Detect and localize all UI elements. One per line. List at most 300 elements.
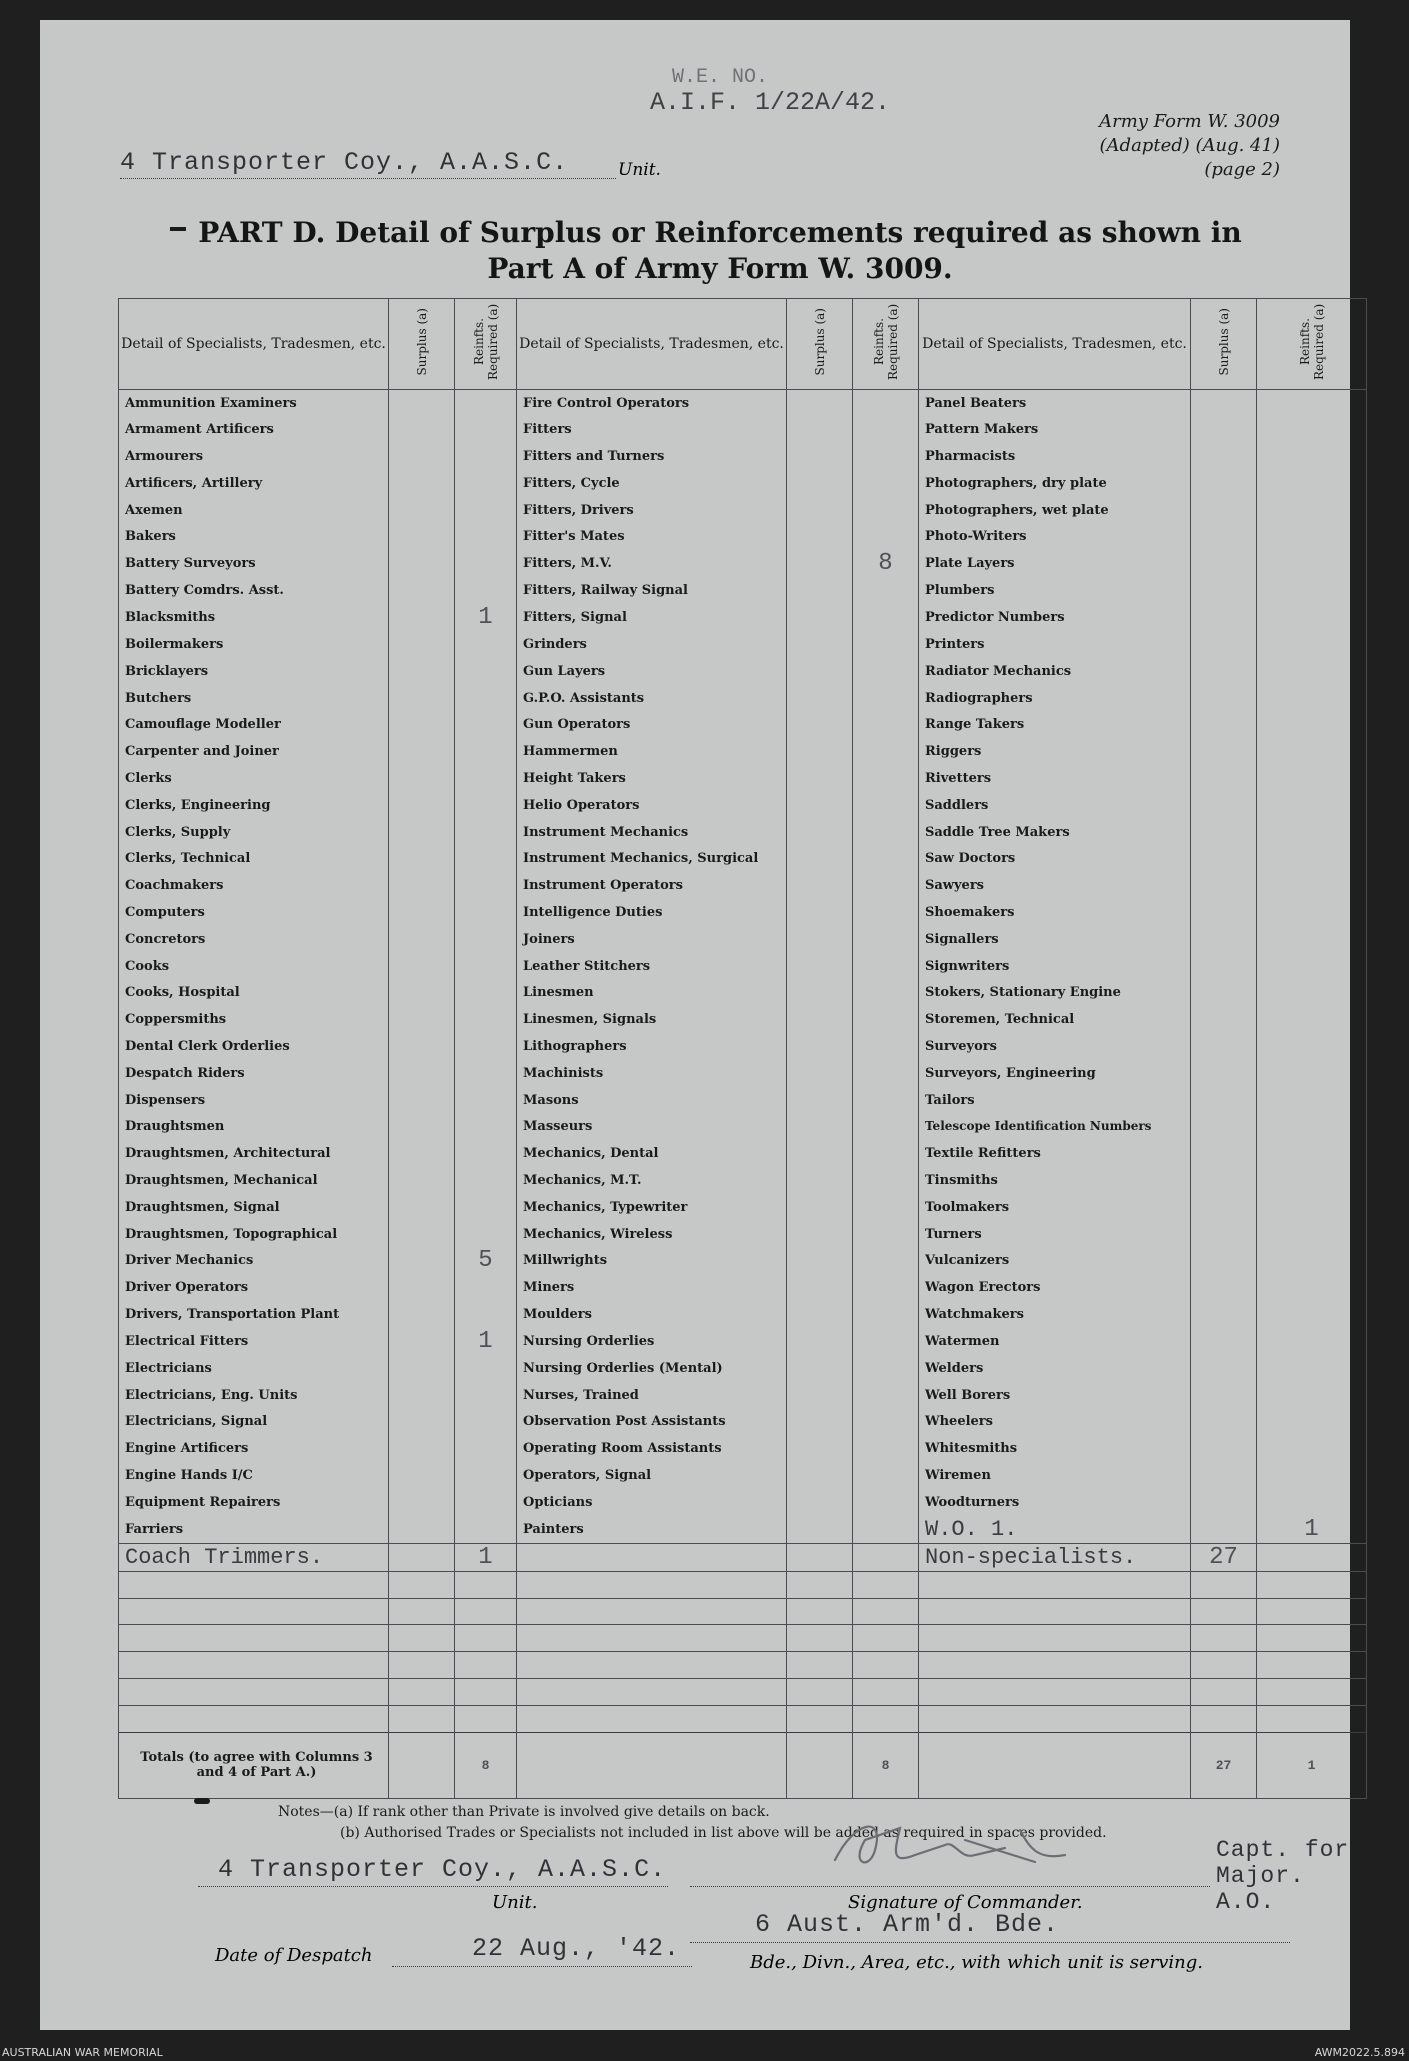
reinfts-cell	[1257, 1113, 1367, 1140]
reinfts-cell	[455, 1409, 517, 1436]
table-row	[119, 953, 1367, 980]
trade-name: Printers	[919, 631, 1191, 658]
commander-signature	[815, 1810, 1115, 1880]
reinfts-cell	[853, 1087, 919, 1114]
reinfts-cell	[853, 1489, 919, 1516]
reinfts-cell	[1257, 845, 1367, 872]
surplus-cell	[1191, 390, 1257, 417]
trade-name: Vulcanizers	[919, 1247, 1191, 1274]
trade-name: Coachmakers	[119, 872, 389, 899]
surplus-cell	[787, 390, 853, 417]
table-row	[119, 1409, 1367, 1436]
trade-name: Joiners	[517, 926, 787, 953]
table-row	[119, 1274, 1367, 1301]
trade-name: Intelligence Duties	[517, 899, 787, 926]
trade-name: Observation Post Assistants	[517, 1409, 787, 1436]
surplus-cell	[389, 523, 455, 550]
surplus-cell	[1191, 1033, 1257, 1060]
surplus-cell	[787, 765, 853, 792]
reinfts-cell	[853, 1194, 919, 1221]
surplus-cell	[1191, 899, 1257, 926]
col-header-detail: Detail of Specialists, Tradesmen, etc.	[919, 299, 1191, 390]
table-row	[119, 899, 1367, 926]
trade-name: Instrument Mechanics	[517, 819, 787, 846]
surplus-cell	[389, 1355, 455, 1382]
trade-name: Surveyors, Engineering	[919, 1060, 1191, 1087]
trade-name: Fitters, Cycle	[517, 470, 787, 497]
blank-row	[119, 1705, 1367, 1732]
trade-name: Instrument Operators	[517, 872, 787, 899]
surplus-cell	[389, 819, 455, 846]
trade-name: Battery Comdrs. Asst.	[119, 577, 389, 604]
table-row	[119, 1382, 1367, 1409]
surplus-cell	[1191, 658, 1257, 685]
surplus-cell	[787, 1382, 853, 1409]
surplus-cell	[389, 926, 455, 953]
surplus-cell	[389, 1140, 455, 1167]
surplus-cell	[787, 470, 853, 497]
surplus-cell	[389, 1087, 455, 1114]
reinfts-cell	[853, 1328, 919, 1355]
reinfts-cell	[1257, 685, 1367, 712]
surplus-cell	[787, 523, 853, 550]
table-row	[119, 631, 1367, 658]
reinfts-cell	[853, 523, 919, 550]
commander-rank	[1216, 1837, 1350, 1915]
trade-name: Axemen	[119, 497, 389, 524]
table-row	[119, 1140, 1367, 1167]
trade-name: Fitters, Drivers	[517, 497, 787, 524]
trade-name: Pharmacists	[919, 443, 1191, 470]
reinfts-cell	[1257, 1167, 1367, 1194]
trade-name: Wagon Erectors	[919, 1274, 1191, 1301]
reinfts-cell	[853, 443, 919, 470]
trade-name: Armourers	[119, 443, 389, 470]
surplus-cell	[389, 550, 455, 577]
surplus-cell	[389, 577, 455, 604]
reinfts-cell	[455, 685, 517, 712]
trade-name: Painters	[517, 1516, 787, 1544]
trade-name: Storemen, Technical	[919, 1006, 1191, 1033]
reinfts-cell	[853, 1462, 919, 1489]
trade-name: Dental Clerk Orderlies	[119, 1033, 389, 1060]
reinfts-cell	[853, 390, 919, 417]
reinfts-cell	[853, 1274, 919, 1301]
table-row	[119, 738, 1367, 765]
trade-name: Signallers	[919, 926, 1191, 953]
col-header-reinfts: Reinfts. Required (a)	[455, 299, 517, 390]
trade-name: Linesmen	[517, 979, 787, 1006]
reinfts-cell	[853, 1516, 919, 1544]
trade-name: Fitters	[517, 416, 787, 443]
surplus-cell	[1191, 1301, 1257, 1328]
surplus-cell	[389, 792, 455, 819]
surplus-cell	[787, 845, 853, 872]
trade-name: Pattern Makers	[919, 416, 1191, 443]
trade-name: Height Takers	[517, 765, 787, 792]
surplus-cell	[1191, 470, 1257, 497]
reinfts-cell	[1257, 899, 1367, 926]
dispatch-caption: Date of Despatch	[215, 1945, 373, 1966]
trade-name: Opticians	[517, 1489, 787, 1516]
footer-unit-value: 4 Transporter Coy., A.A.S.C.	[218, 1855, 667, 1884]
reinfts-cell	[1257, 1060, 1367, 1087]
surplus-cell	[787, 1087, 853, 1114]
surplus-cell	[389, 979, 455, 1006]
reinfts-cell	[853, 470, 919, 497]
trade-name: Radiator Mechanics	[919, 658, 1191, 685]
trade-name: Shoemakers	[919, 899, 1191, 926]
surplus-cell	[1191, 792, 1257, 819]
reinfts-cell	[455, 926, 517, 953]
surplus-cell	[1191, 1194, 1257, 1221]
trade-name: Electrical Fitters	[119, 1328, 389, 1355]
surplus-cell	[389, 497, 455, 524]
table-row	[119, 1167, 1367, 1194]
trade-name: Welders	[919, 1355, 1191, 1382]
reinfts-cell	[455, 1274, 517, 1301]
reinfts-cell	[853, 765, 919, 792]
dispatch-date: 22 Aug., '42.	[472, 1934, 681, 1963]
reinfts-cell	[455, 1221, 517, 1248]
trade-name: Saw Doctors	[919, 845, 1191, 872]
reinfts-cell	[853, 926, 919, 953]
surplus-cell	[389, 604, 455, 631]
reinfts-cell	[853, 1247, 919, 1274]
surplus-cell	[787, 1489, 853, 1516]
surplus-cell	[1191, 1382, 1257, 1409]
surplus-cell	[1191, 443, 1257, 470]
trade-name: Electricians, Eng. Units	[119, 1382, 389, 1409]
table-row	[119, 1328, 1367, 1355]
coach-trimmers-reinfts: 1	[455, 1543, 517, 1571]
surplus-cell	[787, 1301, 853, 1328]
reinfts-cell	[455, 1087, 517, 1114]
surplus-cell	[1191, 1516, 1257, 1544]
reinfts-cell	[853, 845, 919, 872]
title-line-2: Part A of Army Form W. 3009.	[487, 252, 953, 285]
surplus-cell	[1191, 550, 1257, 577]
surplus-cell	[389, 1167, 455, 1194]
specialists-table	[118, 298, 1367, 1799]
surplus-cell	[787, 1113, 853, 1140]
blank-row	[119, 1598, 1367, 1625]
reinfts-cell	[455, 658, 517, 685]
table-row	[119, 685, 1367, 712]
trade-name: Bakers	[119, 523, 389, 550]
reinfts-cell	[1257, 765, 1367, 792]
table-row	[119, 1489, 1367, 1516]
surplus-cell	[1191, 765, 1257, 792]
surplus-cell	[787, 926, 853, 953]
trade-name: Clerks, Technical	[119, 845, 389, 872]
trade-name: Mechanics, Typewriter	[517, 1194, 787, 1221]
table-row	[119, 1194, 1367, 1221]
reinfts-cell	[853, 1006, 919, 1033]
table-row	[119, 1435, 1367, 1462]
trade-name: Helio Operators	[517, 792, 787, 819]
trade-name: Watermen	[919, 1328, 1191, 1355]
surplus-cell	[389, 872, 455, 899]
surplus-cell	[1191, 631, 1257, 658]
reinfts-cell: 8	[853, 550, 919, 577]
trade-name: Equipment Repairers	[119, 1489, 389, 1516]
trade-name: Radiographers	[919, 685, 1191, 712]
table-row	[119, 604, 1367, 631]
reinfts-cell	[455, 577, 517, 604]
surplus-cell	[1191, 416, 1257, 443]
reinfts-cell	[853, 1060, 919, 1087]
trade-name: Clerks, Supply	[119, 819, 389, 846]
reinfts-cell	[853, 1409, 919, 1436]
surplus-cell	[787, 979, 853, 1006]
trade-name: Watchmakers	[919, 1301, 1191, 1328]
reinfts-cell	[455, 845, 517, 872]
reinfts-cell	[455, 470, 517, 497]
reinfts-cell	[1257, 443, 1367, 470]
trade-name: Engine Artificers	[119, 1435, 389, 1462]
reinfts-cell	[455, 979, 517, 1006]
reinfts-cell	[455, 819, 517, 846]
trade-name: Gun Layers	[517, 658, 787, 685]
reinfts-cell	[853, 577, 919, 604]
reinfts-cell	[455, 631, 517, 658]
surplus-cell	[389, 1409, 455, 1436]
reinfts-cell: 5	[455, 1247, 517, 1274]
trade-name: Rivetters	[919, 765, 1191, 792]
trade-name: Bricklayers	[119, 658, 389, 685]
trade-name: Photographers, wet plate	[919, 497, 1191, 524]
surplus-cell	[787, 497, 853, 524]
reinfts-cell	[455, 1194, 517, 1221]
trade-name: Predictor Numbers	[919, 604, 1191, 631]
surplus-cell	[1191, 1489, 1257, 1516]
trade-name: Coppersmiths	[119, 1006, 389, 1033]
reinfts-cell	[455, 953, 517, 980]
surplus-cell	[787, 1516, 853, 1544]
surplus-cell	[787, 711, 853, 738]
reinfts-cell	[1257, 1140, 1367, 1167]
reinfts-cell	[1257, 1355, 1367, 1382]
surplus-cell	[389, 1194, 455, 1221]
reinfts-cell	[455, 899, 517, 926]
page-title	[190, 215, 1250, 287]
trade-name: Fitter's Mates	[517, 523, 787, 550]
reinfts-cell	[853, 416, 919, 443]
trade-name: Clerks, Engineering	[119, 792, 389, 819]
reinfts-cell	[853, 658, 919, 685]
trade-name: Electricians, Signal	[119, 1409, 389, 1436]
trade-name: Computers	[119, 899, 389, 926]
trade-name: Millwrights	[517, 1247, 787, 1274]
form-number	[650, 66, 891, 117]
reinfts-cell	[853, 1113, 919, 1140]
trade-name: Tailors	[919, 1087, 1191, 1114]
trade-name: Draughtsmen	[119, 1113, 389, 1140]
trade-name: Instrument Mechanics, Surgical	[517, 845, 787, 872]
surplus-cell	[787, 1435, 853, 1462]
reinfts-cell	[1257, 658, 1367, 685]
trade-name: Camouflage Modeller	[119, 711, 389, 738]
trade-name: Machinists	[517, 1060, 787, 1087]
trade-name: Fitters and Turners	[517, 443, 787, 470]
surplus-cell	[389, 443, 455, 470]
reinfts-cell	[455, 1516, 517, 1544]
form-number-ghost: W.E. NO.	[672, 66, 769, 89]
reinfts-cell: 1	[455, 604, 517, 631]
table-row	[119, 1087, 1367, 1114]
trade-name: Moulders	[517, 1301, 787, 1328]
totals-row	[119, 1732, 1367, 1798]
reinfts-cell	[1257, 953, 1367, 980]
reinfts-cell	[853, 631, 919, 658]
surplus-cell	[1191, 819, 1257, 846]
reinfts-cell	[1257, 738, 1367, 765]
reinfts-cell	[455, 1167, 517, 1194]
totals-col3-surplus: 27	[1191, 1732, 1257, 1798]
trade-name: Battery Surveyors	[119, 550, 389, 577]
brigade-caption: Bde., Divn., Area, etc., with which unit is serving.	[750, 1952, 1203, 1973]
surplus-cell	[1191, 953, 1257, 980]
totals-col1-reinfts: 8	[455, 1732, 517, 1798]
surplus-cell	[1191, 1355, 1257, 1382]
trade-name: Lithographers	[517, 1033, 787, 1060]
note-a: Notes—(a) If rank other than Private is involved give details on back.	[278, 1804, 770, 1820]
reinfts-cell	[1257, 497, 1367, 524]
reinfts-cell	[1257, 711, 1367, 738]
blank-row	[119, 1625, 1367, 1652]
reinfts-cell	[1257, 577, 1367, 604]
trade-name: Ammunition Examiners	[119, 390, 389, 417]
trade-name: Mechanics, Dental	[517, 1140, 787, 1167]
trade-name: Photo-Writers	[919, 523, 1191, 550]
table-row	[119, 1462, 1367, 1489]
header-unit	[120, 148, 661, 180]
table-row	[119, 1247, 1367, 1274]
archive-label: AUSTRALIAN WAR MEMORIAL	[2, 2046, 163, 2059]
surplus-cell	[389, 711, 455, 738]
blank-row	[119, 1571, 1367, 1598]
surplus-cell	[389, 1006, 455, 1033]
reinfts-cell	[455, 1140, 517, 1167]
table-row	[119, 1033, 1367, 1060]
trade-name: Textile Refitters	[919, 1140, 1191, 1167]
table-row	[119, 470, 1367, 497]
trade-name: Saddlers	[919, 792, 1191, 819]
surplus-cell	[1191, 1247, 1257, 1274]
trade-name: Armament Artificers	[119, 416, 389, 443]
surplus-cell	[389, 631, 455, 658]
non-specialists-label: Non-specialists.	[919, 1543, 1191, 1571]
trade-name: Carpenter and Joiner	[119, 738, 389, 765]
reinfts-cell	[455, 416, 517, 443]
trade-name: Farriers	[119, 1516, 389, 1544]
table-row	[119, 1060, 1367, 1087]
reinfts-cell	[1257, 1087, 1367, 1114]
table-row	[119, 443, 1367, 470]
reinfts-cell	[1257, 604, 1367, 631]
surplus-cell	[787, 1221, 853, 1248]
reinfts-cell	[853, 711, 919, 738]
reinfts-cell	[1257, 390, 1367, 417]
reinfts-cell	[853, 604, 919, 631]
surplus-cell	[389, 470, 455, 497]
reinfts-cell	[1257, 1033, 1367, 1060]
reinfts-cell	[455, 390, 517, 417]
trade-name: Draughtsmen, Signal	[119, 1194, 389, 1221]
surplus-cell	[787, 443, 853, 470]
surplus-cell	[1191, 1435, 1257, 1462]
reinfts-cell	[853, 1140, 919, 1167]
surplus-cell	[389, 1462, 455, 1489]
table-row	[119, 845, 1367, 872]
surplus-cell	[1191, 711, 1257, 738]
surplus-cell	[389, 1435, 455, 1462]
surplus-cell	[1191, 1274, 1257, 1301]
reinfts-cell	[455, 523, 517, 550]
surplus-cell	[389, 1489, 455, 1516]
reinfts-cell: 1	[455, 1328, 517, 1355]
surplus-cell	[787, 1247, 853, 1274]
reinfts-cell	[1257, 1435, 1367, 1462]
reinfts-cell	[455, 872, 517, 899]
surplus-cell	[1191, 979, 1257, 1006]
surplus-cell	[389, 1516, 455, 1544]
reinfts-cell	[1257, 926, 1367, 953]
form-adapted: (Adapted) (Aug. 41)	[1099, 135, 1280, 156]
surplus-cell	[787, 1462, 853, 1489]
surplus-cell	[787, 685, 853, 712]
reinfts-cell	[1257, 1462, 1367, 1489]
trade-name: Sawyers	[919, 872, 1191, 899]
trade-name: Draughtsmen, Topographical	[119, 1221, 389, 1248]
trade-name: Mechanics, M.T.	[517, 1167, 787, 1194]
reinfts-cell	[1257, 792, 1367, 819]
surplus-cell	[787, 792, 853, 819]
surplus-cell	[1191, 872, 1257, 899]
reinfts-cell	[1257, 1274, 1367, 1301]
trade-name: Photographers, dry plate	[919, 470, 1191, 497]
reinfts-cell	[1257, 1409, 1367, 1436]
reinfts-cell	[853, 738, 919, 765]
reinfts-cell	[1257, 631, 1367, 658]
note-b: (b) Authorised Trades or Specialists not included in list above will be added as required in spaces provided.	[340, 1825, 1107, 1841]
reinfts-cell	[455, 1489, 517, 1516]
surplus-cell	[389, 1221, 455, 1248]
rank-line-2: Major. A.O.	[1216, 1863, 1305, 1915]
reinfts-cell	[455, 497, 517, 524]
table-row	[119, 979, 1367, 1006]
surplus-cell	[1191, 845, 1257, 872]
table-row	[119, 523, 1367, 550]
blank-row	[119, 1678, 1367, 1705]
surplus-cell	[389, 1033, 455, 1060]
table-row	[119, 577, 1367, 604]
surplus-cell	[787, 604, 853, 631]
non-specialists-surplus: 27	[1191, 1543, 1257, 1571]
table-row	[119, 711, 1367, 738]
reinfts-cell	[455, 1301, 517, 1328]
trade-name: Saddle Tree Makers	[919, 819, 1191, 846]
surplus-cell	[787, 1006, 853, 1033]
surplus-cell	[1191, 1087, 1257, 1114]
form-identifier	[1040, 110, 1280, 182]
surplus-cell	[389, 1060, 455, 1087]
reinfts-cell	[455, 550, 517, 577]
reinfts-cell	[455, 765, 517, 792]
reinfts-cell	[853, 685, 919, 712]
table-row	[119, 1221, 1367, 1248]
